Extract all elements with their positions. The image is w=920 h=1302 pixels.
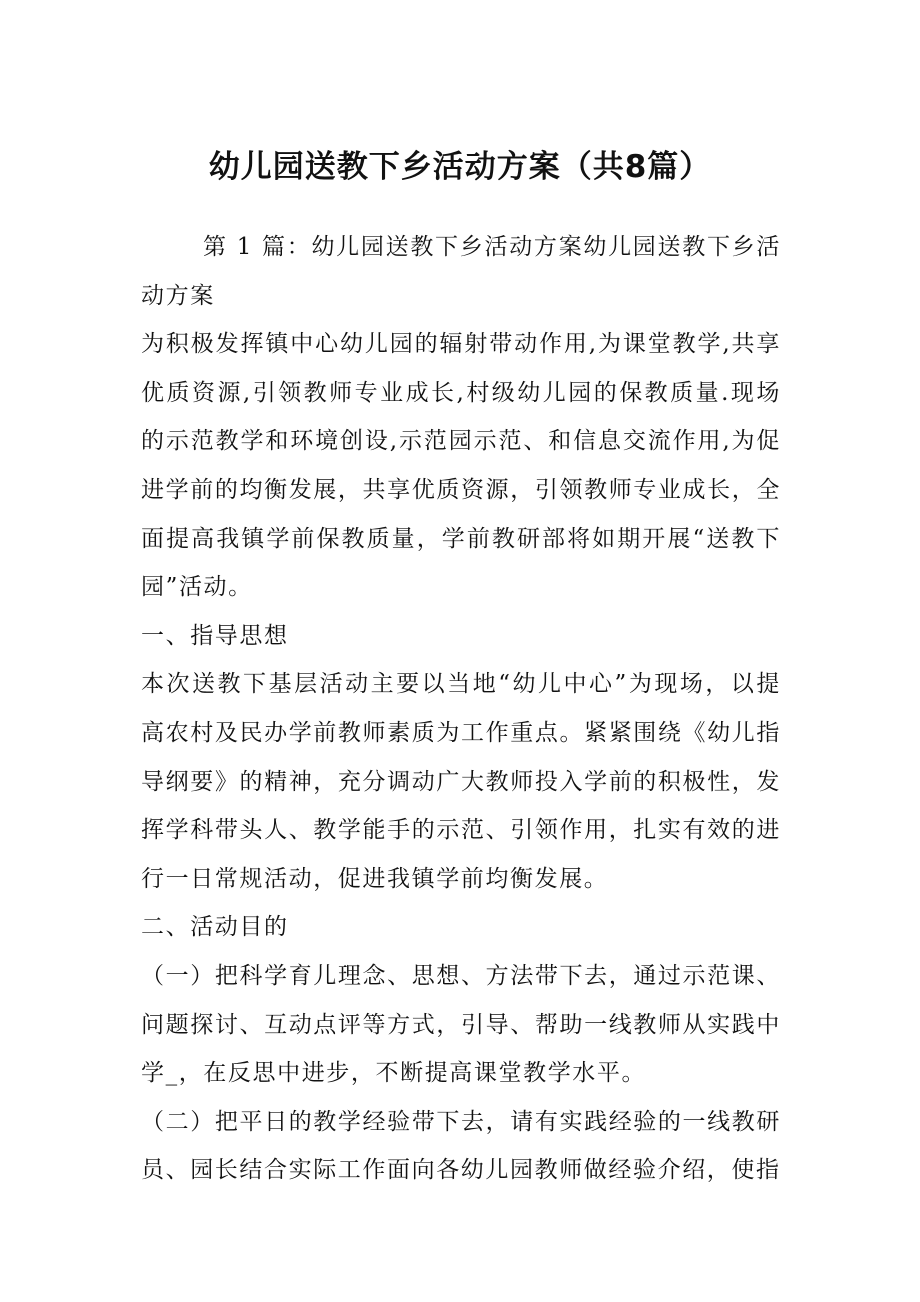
paragraph-purpose-item-1: （一）把科学育儿理念、思想、方法带下去，通过示范课、问题探讨、互动点评等方式，引导、帮助一线教师从实践中学_，在反思中进步，不断提高课堂教学水平。: [141, 962, 781, 1087]
section-heading-activity-purpose: 二、活动目的: [141, 914, 289, 941]
section-heading-guiding-thought: 一、指导思想: [141, 622, 289, 649]
document-body: [141, 223, 781, 1195]
document-title: 幼儿园送教下乡活动方案（共8篇）: [208, 149, 712, 185]
paragraph-guiding-thought: 本次送教下基层活动主要以当地“幼儿中心”为现场，以提高农村及民办学前教师素质为工作重点。紧紧围绕《幼儿指导纲要》的精神，充分调动广大教师投入学前的积极性，发挥学科带头人、教学能手的示范、引领作用，扎实有效的进行一日常规活动，促进我镇学前均衡发展。: [141, 671, 781, 892]
paragraph-purpose-item-2: （二）把平日的教学经验带下去，请有实践经验的一线教研员、园长结合实际工作面向各幼儿园教师做经验介绍，使指: [141, 1108, 781, 1184]
paragraph-intro: 为积极发挥镇中心幼儿园的辐射带动作用,为课堂教学,共享优质资源,引领教师专业成长,村级幼儿园的保教质量.现场的示范教学和环境创设,示范园示范、和信息交流作用,为促进学前的均衡发展，共享优质资源，引领教师专业成长，全面提高我镇学前保教质量，学前教研部将如期开展“送教下园”活动。: [141, 331, 781, 601]
paragraph-chapter-heading: 第 1 篇：幼儿园送教下乡活动方案幼儿园送教下乡活动方案: [141, 234, 781, 309]
